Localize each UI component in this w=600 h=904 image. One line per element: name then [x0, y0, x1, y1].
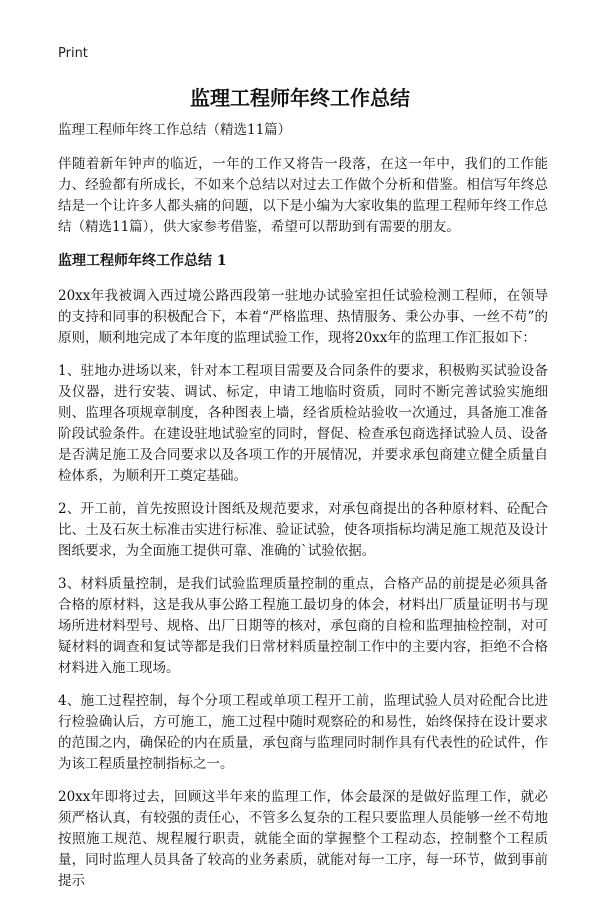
body-paragraph: 4、施工过程控制，每个分项工程或单项工程开工前，监理试验人员对砼配合比进行检验确认后，方可施工，施工过程中随时观察砼的和易性，始终保持在设计要求的范围之内，确保砼的内在质量，承包商与监理同时制作具有代表性的砼试件，作为该工程质量控制指标之一。	[58, 693, 548, 772]
body-paragraph: 20xx年即将过去，回顾这半年来的监理工作，体会最深的是做好监理工作，就必须严格认真，有较强的责任心，不管多么复杂的工程只要监理人员能够一丝不苟地按照施工规范、规程履行职责，就能全面的掌握整个工程动态，控制整个工程质量，同时监理人员具备了较高的业务素质，就能对每一工序，每一环节，做到事前提示	[58, 789, 548, 889]
print-link[interactable]: Print	[58, 46, 88, 61]
body-paragraph: 2、开工前，首先按照设计图纸及规范要求，对承包商提出的各种原材料、砼配合比、土及石灰土标准击实进行标准、验证试验，使各项指标均满足施工规范及设计图纸要求，为全面施工提供可靠、准确的`试验依据。	[58, 501, 548, 559]
article-subtitle: 监理工程师年终工作总结（精选11篇）	[58, 122, 292, 138]
body-paragraph: 1、驻地办进场以来，针对本工程项目需要及合同条件的要求，积极购买试验设备及仪器，进行安装、调试、标定，申请工地临时资质，同时不断完善试验实施细则、监理各项规章制度，各种图表上墙，经省质检站验收一次通过，具备施工准备阶段试验条件。在建设驻地试验室的同时，督促、检查承包商选择试验人员、设备是否满足施工及合同要求以及各项工作的开展情况，并要求承包商建立健全质量自检体系，为顺利开工奠定基础。	[58, 363, 548, 484]
article-body	[58, 120, 548, 904]
body-paragraph: 3、材料质量控制，是我们试验监理质量控制的重点，合格产品的前提是必须具备合格的原材料，这是我从事公路工程施工最切身的体会，材料出厂质量证明书与现场所进材料型号、规格、出厂日期等的核对，承包商的自检和监理抽检控制，对可疑材料的调查和复试等都是我们日常材料质量控制工作中的主要内容，拒绝不合格材料进入施工现场。	[58, 576, 548, 676]
page-title: 监理工程师年终工作总结	[190, 86, 410, 110]
body-paragraph: 20xx年我被调入西过境公路西段第一驻地办试验室担任试验检测工程师，在领导的支持和同事的积极配合下，本着“严格监理、热情服务、秉公办事、一丝不苟”的原则，顺利地完成了本年度的监理试验工作，现将20xx年的监理工作汇报如下：	[58, 288, 548, 346]
intro-paragraph: 伴随着新年钟声的临近，一年的工作又将告一段落，在这一年中，我们的工作能力、经验都有所成长，不如来个总结以对过去工作做个分析和借鉴。相信写年终总结是一个让许多人都头痛的问题，以下是小编为大家收集的监理工程师年终工作总结（精选11篇），供大家参考借鉴，希望可以帮助到有需要的朋友。	[58, 156, 548, 235]
section-heading: 监理工程师年终工作总结 1	[58, 253, 227, 269]
